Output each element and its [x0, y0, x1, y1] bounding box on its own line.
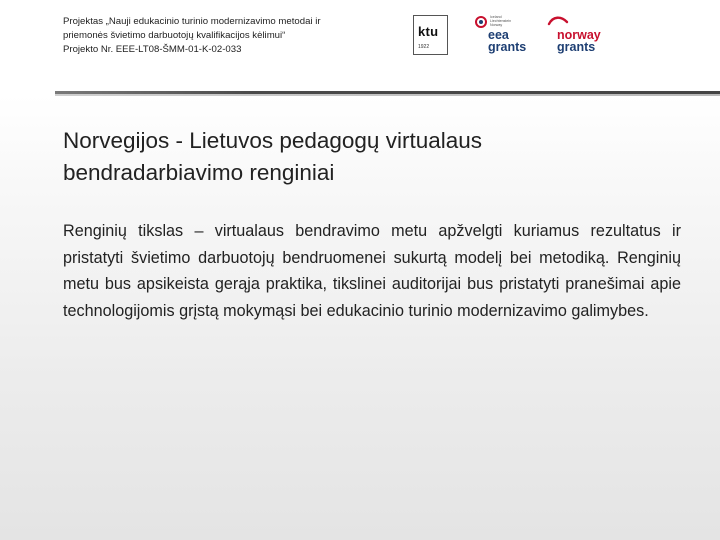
eea-grants-logo — [474, 14, 536, 56]
header-divider-shadow — [55, 94, 720, 96]
slide-header — [0, 0, 720, 92]
eea-word: eea — [488, 28, 509, 42]
slide-title-line-2: bendradarbiavimo renginiai — [63, 160, 335, 185]
project-line-3: Projekto Nr. EEE-LT08-ŠMM-01-K-02-033 — [63, 44, 242, 55]
slide-body-text: Renginių tikslas – virtualaus bendravimo metu apžvelgti kuriamus rezultatus ir pristatyti švietimo darbuotojų bendruomenei sukurtą modelį bei metodiką. Renginių metu bus apsikeista gerąja praktika, tikslinei auditorijai bus pristatyti pranešimai apie technologijomis grįstą mokymąsi bei edukacinio turinio modernizavimo galimybes. — [63, 222, 681, 320]
eea-fund-line: Iceland — [490, 15, 502, 19]
project-line-2: priemonės švietimo darbuotojų kvalifikacijos kėlimui“ — [63, 30, 286, 41]
ktu-logo-year: 1922 — [418, 44, 430, 50]
project-line-1: Projektas „Nauji edukacinio turinio modernizavimo metodai ir — [63, 16, 321, 27]
norway-grants-word: grants — [557, 40, 596, 54]
norway-grants-logo — [547, 14, 613, 56]
slide-title-line-1: Norvegijos - Lietuvos pedagogų virtualaus — [63, 128, 482, 153]
ktu-logo — [413, 15, 448, 55]
norway-symbol-icon — [547, 14, 569, 28]
eea-grants-word: grants — [488, 40, 527, 54]
eea-fund-text — [490, 15, 530, 27]
eea-fund-line: Liechtenstein — [490, 19, 512, 23]
eea-fund-line: Norway — [490, 23, 503, 27]
slide-title — [63, 125, 663, 189]
eea-symbol-icon — [474, 14, 488, 30]
norway-word: norway — [557, 28, 601, 42]
ktu-logo-text: ktu — [418, 24, 439, 39]
project-info — [63, 15, 393, 57]
